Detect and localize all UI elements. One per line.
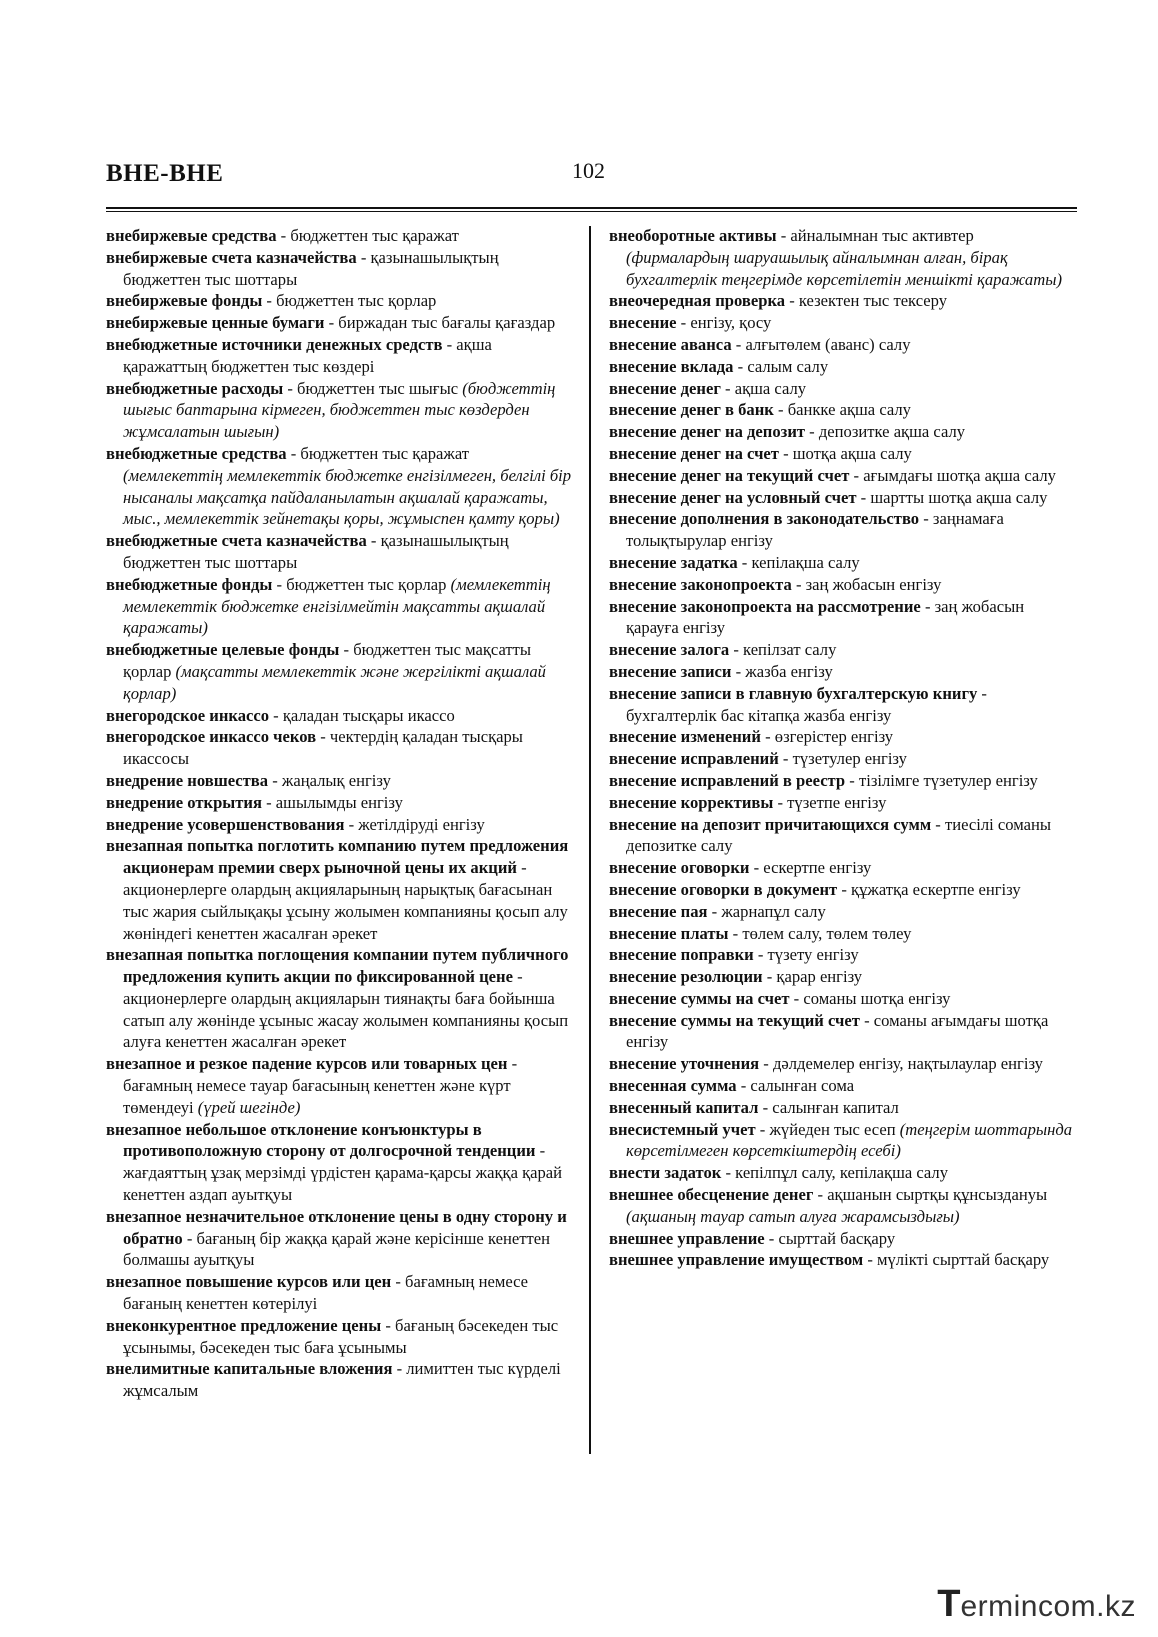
entry-separator: -: [676, 313, 691, 333]
entry-separator: -: [755, 1119, 770, 1139]
dictionary-entry: [106, 443, 572, 530]
dictionary-entry: [609, 661, 1077, 683]
entry-translation: алғытөлем (аванс) салу: [745, 334, 911, 354]
entry-term: внегородское инкассо чеков: [106, 727, 317, 747]
entry-translation: кепілпұл салу, кепілақша салу: [735, 1163, 949, 1183]
entry-translation: түзетулер енгізу: [792, 749, 907, 769]
entry-separator: -: [276, 226, 291, 245]
entry-translation: ақша салу: [734, 378, 807, 398]
dictionary-entry: [609, 552, 1077, 574]
entry-term: внесение записи в главную бухгалтерскую книгу: [609, 683, 978, 703]
entry-term: внесение исправлений в реестр: [609, 770, 846, 790]
entry-term: внести задаток: [609, 1163, 722, 1183]
entry-term: внесение денег на депозит: [609, 422, 806, 442]
entry-separator: -: [516, 858, 527, 878]
entry-term: внебиржевые фонды: [106, 291, 263, 311]
entry-term: внесение денег в банк: [609, 400, 774, 420]
dictionary-entry: [609, 944, 1077, 966]
entry-translation: банкке ақша салу: [787, 400, 911, 420]
dictionary-entry: [106, 792, 572, 814]
dictionary-entry: [609, 465, 1077, 487]
entry-term: внесение денег на счет: [609, 443, 779, 463]
entry-translation: бағамның немесе бағаның кенеттен көтерілуі: [123, 1272, 529, 1314]
entry-note: (бюджеттің шығыс баптарына кірмеген, бюджеттен тыс көздерден жұмсалатын шығын): [123, 378, 556, 442]
right-column: [609, 225, 1077, 1271]
entry-translation: енгізу, қосу: [690, 313, 772, 333]
dictionary-entry: [609, 923, 1077, 945]
entry-note: (фирмалардың шаруашылық айналымнан алған, бірақ бухгалтерлік теңгерімде көрсетілетін меншікті қаражаты): [626, 247, 1062, 289]
entry-separator: -: [728, 923, 743, 943]
entry-translation: бағамның немесе тауар бағасының кенеттен және күрт төмендеуі: [123, 1076, 511, 1117]
dictionary-entry: [609, 225, 1077, 290]
entry-separator: -: [849, 465, 864, 485]
dictionary-entry: [609, 1053, 1077, 1075]
entry-term: внесение законопроекта на рассмотрение: [609, 596, 921, 616]
entry-separator: -: [269, 705, 283, 725]
entry-translation: соманы ағымдағы шотқа енгізу: [626, 1010, 1049, 1052]
entry-translation: бюджеттен тыс шығыс: [297, 378, 463, 398]
dictionary-entry: [609, 312, 1077, 334]
entry-translation: бюджеттен тыс қорлар: [286, 574, 451, 594]
dictionary-entry: [609, 1228, 1077, 1250]
dictionary-entry: [106, 726, 572, 770]
dictionary-entry: [609, 639, 1077, 661]
entry-term: внесение исправлений: [609, 749, 779, 769]
entry-term: внесенная сумма: [609, 1076, 737, 1096]
entry-term: внесение вклада: [609, 356, 734, 376]
entry-separator: -: [785, 291, 799, 311]
entry-translation: депозитке ақша салу: [818, 422, 966, 442]
entry-term: внесение дополнения в законодательство: [609, 509, 920, 529]
entry-term: внесение законопроекта: [609, 574, 792, 594]
dictionary-entry: [609, 683, 1077, 727]
dictionary-entry: [609, 792, 1077, 814]
entry-separator: -: [778, 749, 793, 769]
dictionary-entry: [106, 944, 572, 1053]
dictionary-entry: [106, 814, 572, 836]
entry-separator: -: [760, 727, 775, 747]
entry-term: внешнее управление имуществом: [609, 1250, 864, 1270]
entry-translation: салынған капитал: [772, 1097, 899, 1117]
dictionary-entry: [609, 1119, 1077, 1163]
dictionary-entry: [609, 487, 1077, 509]
entry-translation: жарнапұл салу: [721, 901, 826, 921]
dictionary-entry: [106, 530, 572, 574]
entry-separator: -: [381, 1315, 395, 1335]
entry-separator: -: [286, 443, 301, 463]
entry-translation: бюджеттен тыс қорлар: [276, 291, 437, 311]
entry-separator: -: [512, 967, 523, 987]
entry-translation: жаңалық енгізу: [281, 770, 391, 790]
running-head: ВНЕ-ВНЕ: [106, 160, 224, 187]
dictionary-entry: [106, 770, 572, 792]
entry-translation: заң жобасын қарауға енгізу: [626, 596, 1025, 638]
entry-translation: лимиттен тыс күрделі жұмсалым: [123, 1359, 561, 1401]
entry-term: внесение пая: [609, 901, 708, 921]
entry-separator: -: [392, 1359, 407, 1379]
left-column: [106, 225, 572, 1402]
dictionary-entry: [106, 290, 572, 312]
entry-translation: жетілдіруді енгізу: [358, 814, 485, 834]
entry-separator: -: [773, 792, 788, 812]
entry-separator: -: [366, 531, 381, 551]
entry-term: внешнее обесценение денег: [609, 1185, 814, 1205]
entry-term: внесение резолюции: [609, 967, 763, 987]
entry-separator: -: [791, 574, 806, 594]
dictionary-entry: [609, 1075, 1077, 1097]
dictionary-entry: [609, 399, 1077, 421]
entry-separator: -: [737, 552, 752, 572]
entry-separator: -: [789, 988, 804, 1008]
entry-translation: кепілзат салу: [743, 640, 837, 660]
entry-translation: тиесілі соманы депозитке салу: [626, 814, 1052, 856]
entry-translation: бағаның бір жаққа қарай және керісінше кенеттен болмашы ауытқуы: [123, 1228, 550, 1270]
entry-note: (үрей шегінде): [197, 1097, 301, 1117]
dictionary-entry: [106, 1053, 572, 1118]
entry-separator: -: [182, 1228, 197, 1248]
dictionary-entry: [106, 705, 572, 727]
entry-translation: салым салу: [747, 356, 829, 376]
entry-term: внедрение открытия: [106, 792, 262, 812]
entry-note: (мемлекеттің мемлекеттік бюджетке енгізілмейтін мақсатты ақшалай қаражаты): [123, 574, 551, 638]
dictionary-entry: [106, 1206, 572, 1271]
dictionary-entry: [609, 1184, 1077, 1228]
entry-term: внесение: [609, 313, 677, 333]
entry-translation: қазынашылықтың бюджеттен тыс шоттары: [123, 531, 509, 572]
entry-term: внебюджетные источники денежных средств: [106, 334, 443, 354]
dictionary-entry: [106, 1358, 572, 1402]
entry-translation: жүйеден тыс есеп: [769, 1119, 900, 1139]
entry-translation: шартты шотқа ақша салу: [870, 487, 1048, 507]
entry-term: внезапная попытка поглощения компании путем публичного предложения купить акции по фиксированной цене: [106, 945, 569, 987]
entry-translation: ескертпе енгізу: [763, 858, 872, 878]
entry-note: (мақсатты мемлекеттік және жергілікті ақшалай қорлар): [123, 661, 546, 703]
entry-translation: биржадан тыс бағалы қағаздар: [338, 313, 556, 333]
dictionary-entry: [609, 596, 1077, 640]
entry-separator: -: [863, 1250, 877, 1270]
entry-separator: -: [731, 661, 746, 681]
entry-term: внесение суммы на текущий счет: [609, 1010, 860, 1030]
dictionary-entry: [609, 1162, 1077, 1184]
entry-separator: -: [759, 1054, 773, 1074]
entry-translation: акционерлерге олардың акцияларының нарықтық бағасынан тыс жария сыйлықақы ұсыну жолымен компанияны қосып алу жөніндегі кенеттен жасалған әрекет: [123, 879, 568, 943]
entry-translation: бюджеттен тыс қаражат: [290, 226, 459, 245]
entry-separator: -: [344, 814, 359, 834]
entry-separator: -: [391, 1272, 406, 1292]
watermark-text: ermincom.kz: [960, 1590, 1136, 1623]
entry-note: (теңгерім шоттарында көрсетілмеген көрсеткіштердің есебі): [626, 1119, 1073, 1161]
dictionary-entry: [106, 247, 572, 291]
entry-separator: -: [707, 901, 722, 921]
dictionary-entry: [609, 901, 1077, 923]
entry-translation: мүлікті сырттай басқару: [877, 1250, 1050, 1270]
entry-note: (ақшаның тауар сатып алуға жарамсыздығы): [626, 1206, 960, 1226]
entry-term: внебиржевые средства: [106, 226, 277, 245]
entry-term: внезапное повышение курсов или цен: [106, 1272, 392, 1292]
entry-translation: ағымдағы шотқа ақша салу: [863, 465, 1056, 485]
entry-term: внегородское инкассо: [106, 705, 270, 725]
entry-separator: -: [773, 400, 788, 420]
entry-term: внесение оговорки: [609, 858, 750, 878]
page-number: 102: [572, 158, 605, 183]
dictionary-entry: [609, 574, 1077, 596]
entry-separator: -: [778, 443, 793, 463]
entry-term: внеочередная проверка: [609, 291, 786, 311]
entry-term: внесенный капитал: [609, 1097, 759, 1117]
entry-term: внебиржевые ценные бумаги: [106, 313, 325, 333]
entry-translation: шотқа ақша салу: [792, 443, 912, 463]
entry-separator: -: [272, 574, 287, 594]
entry-term: внебиржевые счета казначейства: [106, 247, 357, 267]
dictionary-entry: [609, 814, 1077, 858]
dictionary-entry: [609, 334, 1077, 356]
entry-term: внесение задатка: [609, 552, 738, 572]
entry-term: внезапное и резкое падение курсов или товарных цен: [106, 1054, 508, 1074]
entry-separator: -: [753, 945, 768, 965]
entry-translation: өзгерістер енгізу: [774, 727, 894, 747]
entry-translation: қарар енгізу: [776, 967, 863, 987]
entry-separator: -: [977, 683, 987, 703]
entry-translation: кезектен тыс тексеру: [798, 291, 948, 311]
entry-term: внесение суммы на счет: [609, 988, 790, 1008]
entry-separator: -: [813, 1185, 828, 1205]
entry-separator: -: [776, 226, 791, 245]
entry-translation: құжатқа ескертпе енгізу: [851, 879, 1021, 899]
entry-translation: бюджеттен тыс қаражат: [300, 443, 470, 463]
entry-translation: ақша қаражаттың бюджеттен тыс көздері: [123, 334, 492, 376]
dictionary-entry: [106, 639, 572, 704]
dictionary-entry: [609, 879, 1077, 901]
entry-term: внелимитные капитальные вложения: [106, 1359, 393, 1379]
entry-term: внедрение усовершенствования: [106, 814, 345, 834]
entry-note: (мемлекеттің мемлекеттік бюджетке енгізілмеген, белгілі бір нысаналы мақсатқа пайдаланылатын ақшалай қаражаты, мыс., мемлекеттік зейнетақы қоры, жұмыспен қамту қоры): [123, 465, 572, 529]
entry-term: внесение поправки: [609, 945, 754, 965]
entry-translation: жазба енгізу: [745, 661, 833, 681]
dictionary-entry: [609, 443, 1077, 465]
entry-translation: тізілімге түзетулер енгізу: [858, 770, 1038, 790]
entry-term: внебюджетные счета казначейства: [106, 531, 367, 551]
entry-translation: түзетпе енгізу: [787, 792, 887, 812]
entry-separator: -: [262, 291, 277, 311]
entry-separator: -: [356, 247, 371, 267]
entry-separator: -: [324, 313, 339, 333]
dictionary-entry: [106, 1119, 572, 1206]
watermark-first-letter: T: [937, 1583, 961, 1625]
entry-translation: айналымнан тыс активтер: [790, 226, 974, 245]
entry-separator: -: [733, 356, 748, 376]
entry-term: внесение залога: [609, 640, 730, 660]
entry-term: внесение коррективы: [609, 792, 774, 812]
dictionary-entry: [609, 726, 1077, 748]
entry-term: внесение денег на условный счет: [609, 487, 857, 507]
entry-translation: кепілақша салу: [751, 552, 860, 572]
entry-separator: -: [931, 814, 945, 834]
dictionary-entry: [609, 770, 1077, 792]
dictionary-entry: [609, 988, 1077, 1010]
dictionary-entry: [609, 1010, 1077, 1054]
dictionary-entry: [106, 378, 572, 443]
dictionary-entry: [609, 1097, 1077, 1119]
entry-term: внесение денег на текущий счет: [609, 465, 850, 485]
entry-term: внесение изменений: [609, 727, 761, 747]
entry-separator: -: [283, 378, 298, 398]
entry-translation: қазынашылықтың бюджеттен тыс шоттары: [123, 247, 499, 289]
entry-term: внезапное незначительное отклонение цены в одну сторону и обратно: [106, 1206, 567, 1248]
entry-term: внезапная попытка поглотить компанию путем предложения акционерам премии сверх рыночной цены их акций: [106, 836, 569, 878]
entry-translation: чектердің қаладан тысқары икассосы: [123, 727, 523, 769]
entry-separator: -: [507, 1054, 518, 1074]
entry-separator: -: [837, 879, 852, 899]
entry-separator: -: [859, 1010, 874, 1030]
header-rule-thin: [106, 211, 1077, 212]
entry-separator: -: [442, 334, 457, 354]
dictionary-entry: [106, 1315, 572, 1359]
entry-translation: бюджеттен тыс мақсатты қорлар: [123, 640, 532, 681]
entry-separator: -: [729, 640, 744, 660]
entry-separator: -: [856, 487, 871, 507]
entry-term: внесение аванса: [609, 334, 732, 354]
entry-separator: -: [762, 967, 777, 987]
entry-separator: -: [764, 1228, 779, 1248]
entry-separator: -: [268, 770, 282, 790]
entry-term: внешнее управление: [609, 1228, 765, 1248]
entry-term: внезапное небольшое отклонение конъюнктуры в противоположную сторону от долгосрочной тенденции: [106, 1119, 536, 1161]
entry-translation: сырттай басқару: [778, 1228, 896, 1248]
entry-translation: бухгалтерлік бас кітапқа жазба енгізу: [626, 705, 892, 725]
entry-separator: -: [749, 858, 764, 878]
entry-translation: жағдаяттың ұзақ мерзімді үрдістен қарама-қарсы жаққа қарай кенеттен аздап ауытқуы: [123, 1163, 563, 1205]
entry-term: внесение уточнения: [609, 1054, 760, 1074]
dictionary-entry: [609, 290, 1077, 312]
entry-separator: -: [919, 509, 933, 529]
dictionary-entry: [106, 225, 572, 247]
entry-separator: -: [535, 1141, 546, 1161]
entry-term: внебюджетные средства: [106, 443, 287, 463]
dictionary-entry: [609, 857, 1077, 879]
entry-separator: -: [845, 770, 859, 790]
header-rule-thick: [106, 207, 1077, 209]
column-divider: [589, 226, 591, 1454]
entry-term: внебюджетные расходы: [106, 378, 284, 398]
entry-translation: ашылымды енгізу: [275, 792, 403, 812]
entry-translation: қаладан тысқары икассо: [282, 705, 455, 725]
entry-separator: -: [920, 596, 935, 616]
entry-translation: акционерлерге олардың акцияларын тиянақты баға бойынша сатып алу жөнінде ұсыныс жасау жолымен компанияны қосып алуға кенеттен жасалған әрекет: [123, 988, 569, 1052]
entry-translation: төлем салу, төлем төлеу: [742, 923, 912, 943]
entry-separator: -: [339, 640, 354, 660]
entry-term: внебюджетные целевые фонды: [106, 640, 340, 660]
dictionary-entry: [106, 835, 572, 944]
dictionary-entry: [106, 574, 572, 639]
entry-translation: заңнамаға толықтырулар енгізу: [626, 509, 1004, 551]
dictionary-entry: [609, 356, 1077, 378]
dictionary-entry: [106, 334, 572, 378]
entry-separator: -: [261, 792, 276, 812]
entry-separator: -: [805, 422, 819, 442]
entry-term: внесение денег: [609, 378, 721, 398]
termincom-watermark: [937, 1583, 1136, 1623]
page-header: [106, 158, 1076, 194]
entry-term: внебюджетные фонды: [106, 574, 273, 594]
entry-term: внеконкурентное предложение цены: [106, 1315, 382, 1335]
entry-separator: -: [736, 1076, 751, 1096]
entry-separator: -: [721, 1163, 736, 1183]
dictionary-entry: [106, 312, 572, 334]
entry-translation: ақшанын сыртқы құнсыздануы: [827, 1185, 1048, 1205]
entry-separator: -: [316, 727, 330, 747]
dictionary-entry: [609, 378, 1077, 400]
entry-separator: -: [720, 378, 735, 398]
entry-term: внеоборотные активы: [609, 226, 777, 245]
dictionary-entry: [609, 421, 1077, 443]
dictionary-entry: [609, 1249, 1077, 1271]
entry-separator: -: [758, 1097, 773, 1117]
dictionary-entry: [609, 966, 1077, 988]
entry-term: внесистемный учет: [609, 1119, 756, 1139]
dictionary-entry: [609, 508, 1077, 552]
entry-translation: түзету енгізу: [767, 945, 859, 965]
entry-term: внесение платы: [609, 923, 729, 943]
entry-separator: -: [731, 334, 746, 354]
entry-translation: дәлдемелер енгізу, нақтылаулар енгізу: [772, 1054, 1043, 1074]
entry-translation: салынған сома: [750, 1076, 855, 1096]
entry-term: внесение записи: [609, 661, 732, 681]
entry-translation: бағаның бәсекеден тыс ұсынымы, бәсекеден тыс баға ұсынымы: [123, 1315, 559, 1357]
entry-term: внедрение новшества: [106, 770, 269, 790]
dictionary-entry: [106, 1271, 572, 1315]
entry-translation: заң жобасын енгізу: [805, 574, 942, 594]
entry-term: внесение на депозит причитающихся сумм: [609, 814, 932, 834]
entry-translation: соманы шотқа енгізу: [803, 988, 951, 1008]
dictionary-entry: [609, 748, 1077, 770]
entry-term: внесение оговорки в документ: [609, 879, 838, 899]
